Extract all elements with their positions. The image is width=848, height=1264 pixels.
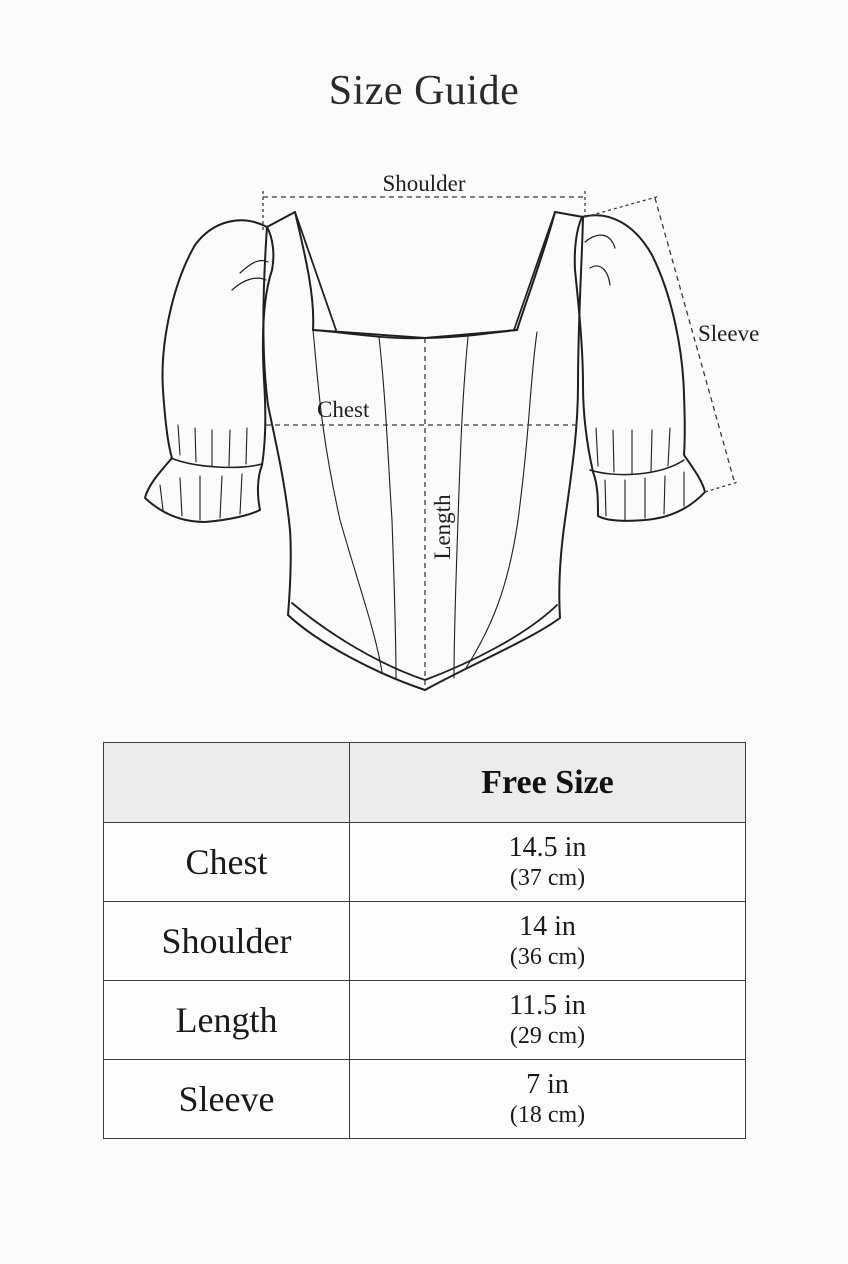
row-label: Shoulder	[104, 902, 350, 981]
page-title: Size Guide	[328, 68, 520, 114]
sleeve-label: Sleeve	[698, 321, 760, 346]
value-cm: (18 cm)	[509, 1102, 586, 1128]
value-inches: 11.5 in	[509, 990, 586, 1021]
value-cm: (36 cm)	[509, 944, 586, 970]
table-row-chest	[104, 823, 746, 902]
length-label: Length	[430, 494, 455, 560]
table-header-corner	[104, 743, 350, 823]
value-inches: 7 in	[526, 1069, 569, 1100]
value-cm: (37 cm)	[509, 865, 586, 891]
table-header-size: Free Size	[350, 743, 746, 823]
table-header-row	[104, 743, 746, 823]
row-label: Sleeve	[104, 1060, 350, 1139]
chest-label: Chest	[317, 397, 370, 422]
value-cm: (29 cm)	[509, 1023, 586, 1049]
row-value	[350, 823, 746, 902]
shoulder-label: Shoulder	[382, 171, 466, 196]
row-value	[350, 981, 746, 1060]
row-label: Chest	[104, 823, 350, 902]
row-label: Length	[104, 981, 350, 1060]
row-value	[350, 902, 746, 981]
size-table	[103, 742, 746, 1139]
value-inches: 14.5 in	[508, 832, 587, 863]
garment-diagram	[0, 150, 848, 710]
table-row-shoulder	[104, 902, 746, 981]
left-sleeve	[145, 220, 273, 522]
value-inches: 14 in	[519, 911, 576, 942]
row-value	[350, 1060, 746, 1139]
table-row-length	[104, 981, 746, 1060]
table-row-sleeve	[104, 1060, 746, 1139]
right-sleeve	[575, 215, 705, 520]
